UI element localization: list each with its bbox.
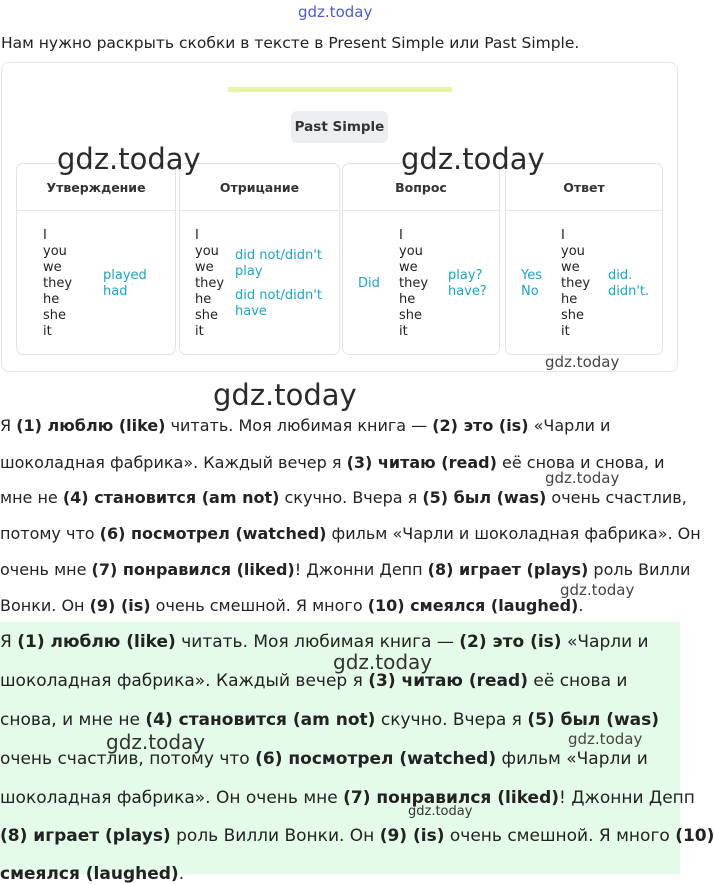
text-line: смеялся (laughed).	[0, 864, 185, 884]
highlight-strip	[228, 87, 452, 92]
yes-no: Yes No	[521, 268, 542, 299]
text-line: Я (1) люблю (like) читать. Моя любимая книга — (2) это (is) «Чарли и	[0, 632, 649, 652]
watermark: gdz.today	[213, 378, 357, 412]
pronoun-list: I you we they he she it	[561, 228, 591, 339]
verb-forms: played had	[103, 268, 147, 299]
column-answer	[505, 163, 663, 355]
verb-forms: did. didn't.	[608, 268, 650, 299]
text-line: шоколадная фабрика». Он очень мне (7) понравился (liked)! Джонни Депп	[0, 788, 695, 808]
column-header: Утверждение	[17, 164, 175, 211]
column-header: Ответ	[506, 164, 662, 211]
text-line: очень мне (7) понравился (liked)! Джонни Депп (8) играет (plays) роль Вилли	[0, 560, 691, 579]
text-line: очень счастлив, потому что (6) посмотрел (watched) фильм «Чарли и	[0, 749, 648, 769]
past-simple-button[interactable]: Past Simple	[291, 111, 388, 143]
auxiliary: Did	[358, 276, 380, 291]
text-line: потому что (6) посмотрел (watched) фильм «Чарли и шоколадная фабрика». Он	[0, 524, 701, 543]
text-line: мне не (4) становится (am not) скучно. Вчера я (5) был (was) очень счастлив,	[0, 488, 687, 507]
pronoun-list: I you we they he she it	[195, 228, 225, 339]
text-line: Я (1) люблю (like) читать. Моя любимая книга — (2) это (is) «Чарли и	[0, 416, 611, 435]
text-line: шоколадная фабрика». Каждый вечер я (3) читаю (read) её снова и	[0, 671, 628, 691]
intro-text: Нам нужно раскрыть скобки в тексте в Present Simple или Past Simple.	[1, 34, 580, 52]
watermark: gdz.today	[568, 730, 643, 748]
pronoun-list: I you we they he she it	[43, 228, 73, 339]
pronoun-list: I you we they he she it	[399, 228, 429, 339]
text-line: (8) играет (plays) роль Вилли Вонки. Он (9) (is) очень смешной. Я много (10)	[0, 826, 714, 846]
column-header: Вопрос	[343, 164, 499, 211]
column-affirmative	[16, 163, 176, 355]
watermark: gdz.today	[401, 142, 545, 176]
watermark: gdz.today	[545, 353, 620, 371]
watermark: gdz.today	[560, 581, 635, 599]
watermark: gdz.today	[298, 3, 373, 21]
watermark: gdz.today	[333, 650, 433, 674]
text-line: шоколадная фабрика». Каждый вечер я (3) читаю (read) её снова и снова, и	[0, 453, 665, 472]
column-negative	[179, 163, 340, 355]
watermark: gdz.today	[57, 142, 201, 176]
verb-forms: did not/didn't play did not/didn't have	[235, 248, 322, 319]
watermark: gdz.today	[408, 804, 473, 819]
watermark: gdz.today	[545, 469, 620, 487]
verb-forms: play? have?	[448, 268, 487, 299]
text-line: Вонки. Он (9) (is) очень смешной. Я много (10) смеялся (laughed).	[0, 596, 584, 615]
column-header: Отрицание	[180, 164, 339, 211]
watermark: gdz.today	[106, 730, 206, 754]
text-line: снова, и мне не (4) становится (am not) скучно. Вчера я (5) был (was)	[0, 710, 660, 730]
column-question	[342, 163, 500, 355]
